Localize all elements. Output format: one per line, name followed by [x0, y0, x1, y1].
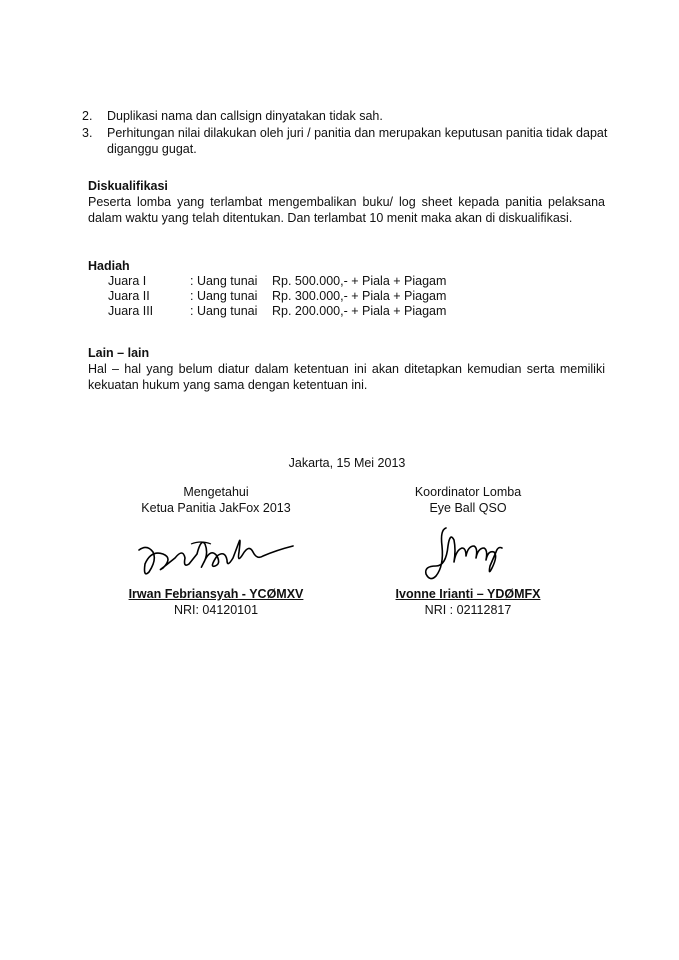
signature-block-right	[368, 484, 568, 618]
signer-role: Koordinator Lomba	[414, 485, 522, 499]
prize-type: : Uang tunai	[190, 304, 258, 318]
prize-amount: Rp. 500.000,- + Piala + Piagam	[272, 274, 447, 288]
diskualifikasi-text: Peserta lomba yang terlambat mengembalikan buku/ log sheet kepada panitia pelaksana dalam waktu yang telah ditentukan. Dan terlambat 10 menit maka akan di diskualifikasi.	[88, 195, 605, 225]
prize-rank: Juara II	[108, 289, 150, 303]
prize-rank: Juara III	[108, 304, 154, 318]
prize-rank: Juara I	[108, 274, 147, 288]
signer-title: Eye Ball QSO	[429, 501, 507, 515]
lain-heading: Lain – lain	[88, 346, 150, 360]
lain-section	[88, 345, 605, 393]
signer-role: Mengetahui	[183, 485, 249, 499]
table-row	[108, 304, 446, 319]
prize-amount: Rp. 300.000,- + Piala + Piagam	[272, 289, 447, 303]
list-item	[82, 108, 612, 124]
prize-type: : Uang tunai	[190, 274, 258, 288]
list-text: Perhitungan nilai dilakukan oleh juri / panitia dan merupakan keputusan panitia tidak dapat diganggu gugat.	[107, 126, 608, 156]
list-number: 3.	[82, 126, 93, 140]
signature-right-image	[418, 522, 518, 582]
place-date: Jakarta, 15 Mei 2013	[288, 456, 406, 470]
list-text: Duplikasi nama dan callsign dinyatakan tidak sah.	[107, 109, 383, 123]
list-item	[82, 125, 612, 157]
signer-title: Ketua Panitia JakFox 2013	[141, 501, 291, 515]
signer-nri: NRI : 02112817	[424, 603, 512, 617]
diskualifikasi-section	[88, 178, 605, 226]
signer-nri: NRI: 04120101	[173, 603, 259, 617]
hadiah-section	[88, 258, 605, 319]
signer-name: Irwan Febriansyah - YCØMXV	[128, 587, 304, 601]
diskualifikasi-heading: Diskualifikasi	[88, 179, 168, 193]
hadiah-heading: Hadiah	[88, 259, 130, 273]
prize-amount: Rp. 200.000,- + Piala + Piagam	[272, 304, 447, 318]
signature-block-left	[116, 484, 316, 618]
rules-list	[82, 108, 612, 158]
signer-name: Ivonne Irianti – YDØMFX	[395, 587, 541, 601]
list-number: 2.	[82, 109, 93, 123]
signature-left-image	[131, 522, 301, 582]
table-row	[108, 289, 446, 304]
prize-type: : Uang tunai	[190, 289, 258, 303]
lain-text: Hal – hal yang belum diatur dalam ketentuan ini akan ditetapkan kemudian serta memiliki kekuatan hukum yang sama dengan ketentuan ini.	[88, 362, 605, 392]
prize-table	[108, 274, 446, 319]
table-row	[108, 274, 446, 289]
